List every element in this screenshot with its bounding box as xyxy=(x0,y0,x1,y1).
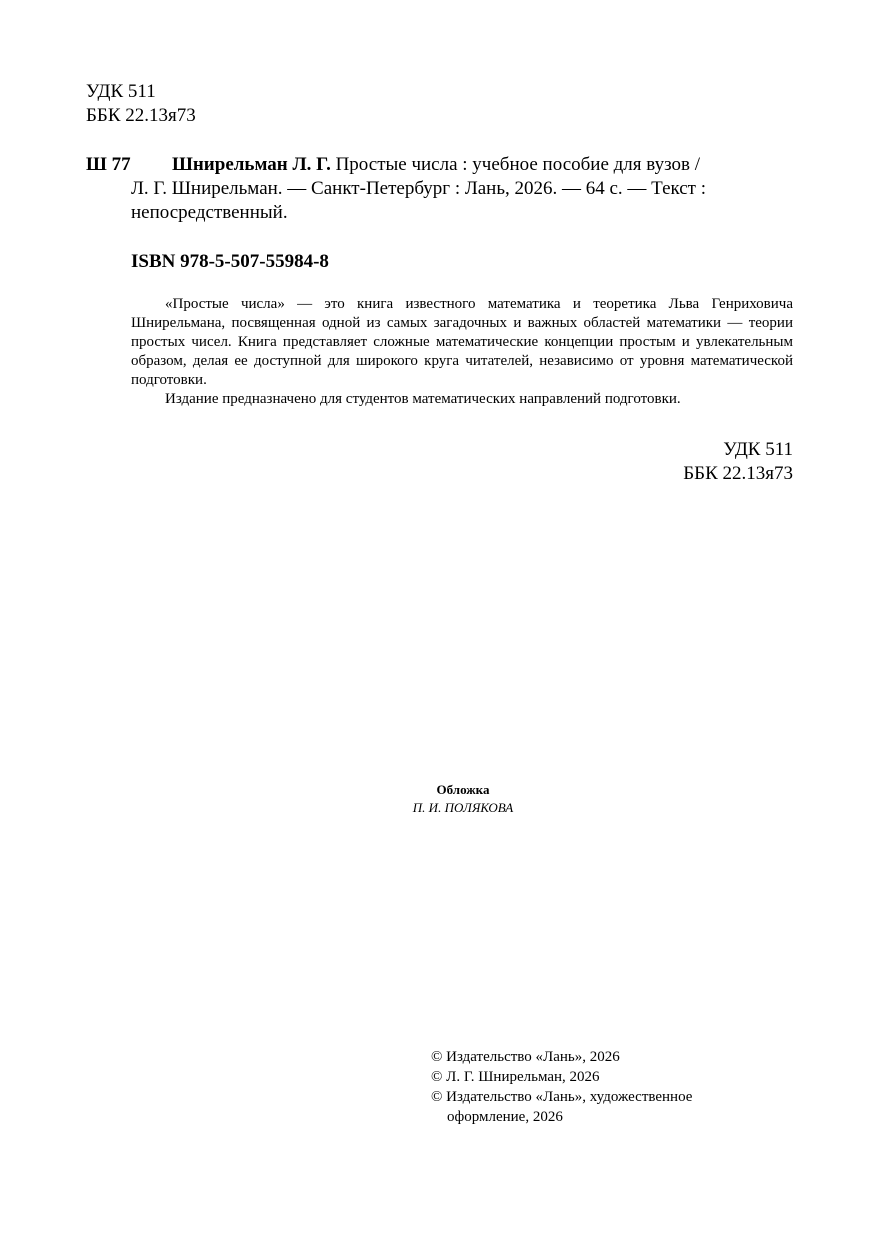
copyright-line: © Л. Г. Шнирельман, 2026 xyxy=(431,1069,600,1085)
cover-credit xyxy=(0,781,876,817)
udk-bbk-top xyxy=(86,80,196,128)
copyright-line-continued: оформление, 2026 xyxy=(447,1109,563,1125)
annotation-audience: Издание предназначено для студентов математических направлений подготовки. xyxy=(165,391,681,407)
cover-designer: П. И. ПОЛЯКОВА xyxy=(412,800,514,815)
biblio-line-1 xyxy=(131,153,793,177)
udk-bbk-right xyxy=(683,438,793,486)
biblio-line-3: непосредственный. xyxy=(131,202,288,223)
author-sign: Ш 77 xyxy=(86,154,131,175)
copyright-block xyxy=(431,1047,692,1127)
copyright-line: © Издательство «Лань», 2026 xyxy=(431,1049,620,1065)
bbk-code: ББК 22.13я73 xyxy=(86,105,196,126)
udk-code-right: УДК 511 xyxy=(723,439,793,460)
title-text: Простые числа : учебное пособие для вузов / xyxy=(330,154,700,175)
copyright-line: © Издательство «Лань», художественное xyxy=(431,1089,693,1105)
bibliographic-record xyxy=(131,153,793,225)
author-name: Шнирельман Л. Г. xyxy=(172,154,331,175)
bbk-code-right: ББК 22.13я73 xyxy=(683,463,793,484)
biblio-line-2: Л. Г. Шнирельман. — Санкт-Петербург : Лань, 2026. — 64 с. — Текст : xyxy=(131,178,707,199)
annotation-paragraph: «Простые числа» — это книга известного математика и теоретика Льва Генриховича Шнирельмана, посвященная одной из самых загадочных и важных областей математики — теории простых чисел. Книга представляет сложные математические концепции простым и увлекательным образом, делая ее доступной для широкого круга читателей, независимо от уровня математической подготовки. xyxy=(131,296,793,388)
cover-label: Обложка xyxy=(436,782,490,797)
udk-code: УДК 511 xyxy=(86,81,156,102)
isbn: ISBN 978-5-507-55984-8 xyxy=(131,251,329,272)
annotation xyxy=(131,295,793,409)
